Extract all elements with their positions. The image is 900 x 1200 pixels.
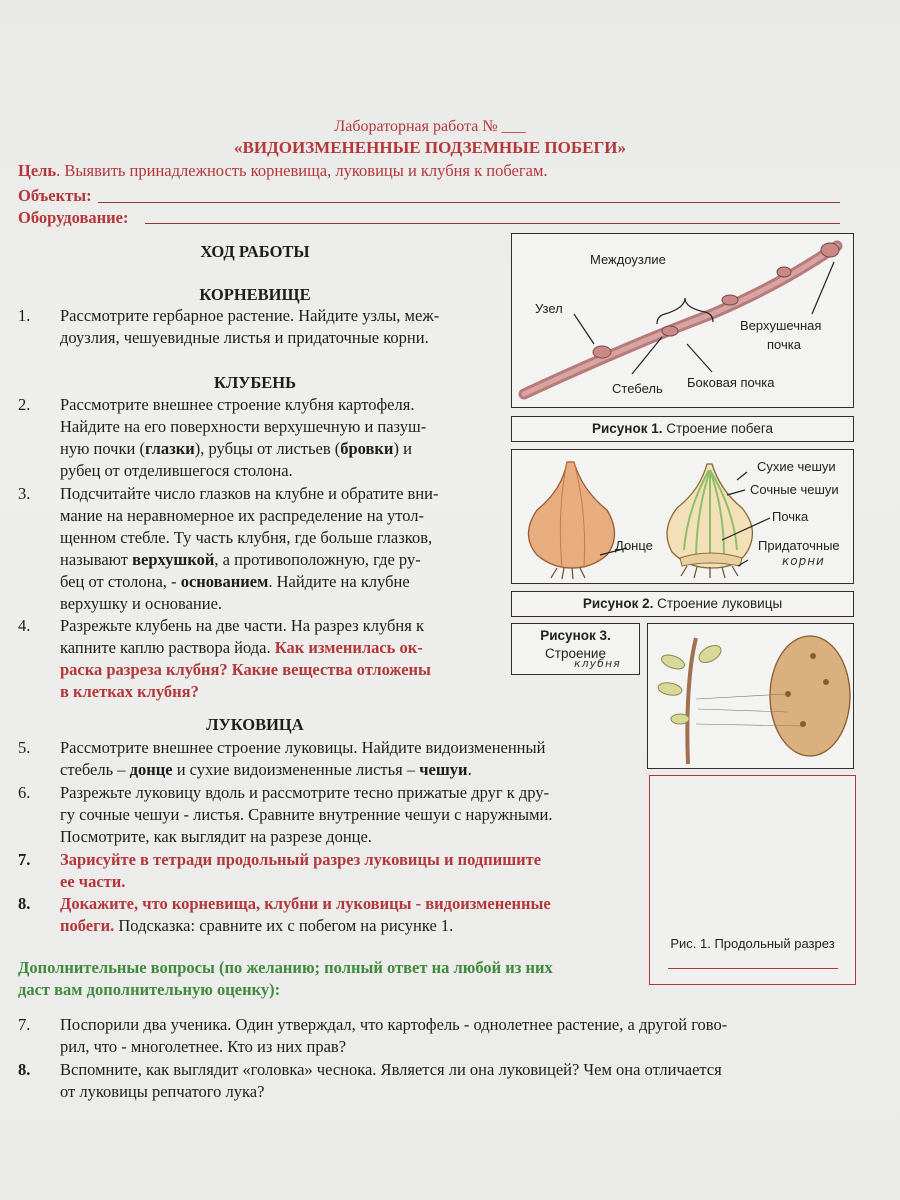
- extra-heading-line-1: Дополнительные вопросы (по желанию; полный ответ на любой из них: [18, 958, 553, 977]
- step-5-number: 5.: [18, 738, 31, 757]
- adventitious-label: Придаточные: [758, 538, 840, 553]
- figure-2-bulb-diagram: [511, 449, 854, 584]
- goal-label: Цель: [18, 161, 57, 180]
- step-1-line-1: Рассмотрите гербарное растение. Найдите узлы, меж-: [60, 306, 440, 325]
- step-2-line-4: рубец от отделившегося столона.: [60, 461, 293, 480]
- drawing-area[interactable]: [649, 775, 856, 985]
- figure-3-caption: Строение: [545, 646, 606, 661]
- objects-label: Объекты:: [18, 186, 92, 205]
- question-8-number: 8.: [18, 1060, 31, 1079]
- step-4-line-4: в клетках клубня?: [60, 682, 199, 701]
- tuber-handwritten: клубня: [574, 657, 621, 670]
- step-3-line-5: бец от столона, - основанием. Найдите на клубне: [60, 572, 410, 591]
- step-5-line-2: стебель – донце и сухие видоизмененные листья – чешуи.: [60, 760, 472, 779]
- internode-label: Междоузлие: [590, 252, 666, 267]
- roots-handwritten: корни: [782, 554, 825, 568]
- step-6-line-1: Разрежьте луковицу вдоль и рассмотрите тесно прижатые друг к дру-: [60, 783, 550, 802]
- figure-3-caption-box: [511, 623, 640, 675]
- question-8-line-1: Вспомните, как выглядит «головка» чеснока. Является ли она луковицей? Чем она отличается: [60, 1060, 722, 1079]
- lateral-bud: [722, 295, 738, 305]
- bud-label: Почка: [772, 509, 809, 524]
- step-6-line-3: Посмотрите, как выглядит на разрезе донце.: [60, 827, 372, 846]
- dry-scales-label: Сухие чешуи: [757, 459, 836, 474]
- step-8-number: 8.: [18, 894, 31, 913]
- step-3-line-3: щенном стебле. Ту часть клубня, где больше глазков,: [60, 528, 433, 547]
- figure-3-caption-bold: Рисунок 3.: [540, 628, 611, 643]
- goal-text: . Выявить принадлежность корневища, луковицы и клубня к побегам.: [56, 161, 548, 180]
- goal-line: [18, 161, 548, 181]
- lateral-bud: [777, 267, 791, 277]
- step-8-line-1: Докажите, что корневища, клубни и луковицы - видоизмененные: [60, 894, 551, 913]
- step-3-line-1: Подсчитайте число глазков на клубне и обратите вни-: [60, 484, 439, 503]
- tuber: [770, 636, 850, 756]
- drawing-caption: Рис. 1. Продольный разрез: [670, 936, 835, 951]
- step-1-number: 1.: [18, 306, 31, 325]
- step-3-line-4: называют верхушкой, а противоположную, где ру-: [60, 550, 421, 569]
- step-3-number: 3.: [18, 484, 31, 503]
- step-5-line-1: Рассмотрите внешнее строение луковицы. Найдите видоизмененный: [60, 738, 546, 757]
- lab-title: Лабораторная работа № ___: [334, 118, 526, 135]
- step-7-number: 7.: [18, 850, 31, 869]
- rhizome-heading: КОРНЕВИЩЕ: [199, 285, 311, 304]
- figure-2-caption-box: [511, 591, 854, 617]
- extra-heading-line-2: даст вам дополнительную оценку):: [18, 980, 281, 999]
- step-2-line-3: ную почки (глазки), рубцы от листьев (бровки) и: [60, 439, 412, 458]
- step-3-line-2: мание на неравномерное их распределение на утол-: [60, 506, 425, 525]
- step-1-line-2: доузлия, чешуевидные листья и придаточные корни.: [60, 328, 429, 347]
- basal-plate-label: Донце: [615, 538, 653, 553]
- step-8-line-2: побеги. Подсказка: сравните их с побегом на рисунке 1.: [60, 916, 454, 935]
- figure-1-caption: Рисунок 1. Строение побега: [591, 421, 773, 436]
- step-7-line-1: Зарисуйте в тетради продольный разрез луковицы и подпишите: [60, 850, 542, 869]
- whole-bulb: [529, 462, 615, 568]
- apical-bud-label: Верхушечная: [740, 318, 822, 333]
- progress-heading: ХОД РАБОТЫ: [200, 242, 310, 261]
- step-2-number: 2.: [18, 395, 31, 414]
- drawing-caption-line: [668, 968, 838, 969]
- apical-bud: [821, 243, 839, 257]
- stem-label: Стебель: [612, 381, 663, 396]
- question-7-number: 7.: [18, 1015, 31, 1034]
- step-3-line-6: верхушку и основание.: [60, 594, 223, 613]
- equipment-label: Оборудование:: [18, 208, 129, 227]
- bulb-heading: ЛУКОВИЦА: [206, 715, 304, 734]
- question-7-line-2: рил, что - многолетнее. Кто из них прав?: [60, 1037, 347, 1056]
- node-bud: [593, 346, 611, 358]
- equipment-blank-line: [145, 223, 840, 224]
- figure-2-caption: Рисунок 2. Строение луковицы: [582, 596, 783, 611]
- figure-3-tuber-diagram: [647, 623, 854, 769]
- step-4-line-2: капните каплю раствора йода. Как изменилась ок-: [60, 638, 423, 657]
- step-4-line-1: Разрежьте клубень на две части. На разрез клубня к: [60, 616, 424, 635]
- figure-1-caption-box: [511, 416, 854, 442]
- step-2-line-1: Рассмотрите внешнее строение клубня картофеля.: [60, 395, 415, 414]
- lab-subtitle: «ВИДОИЗМЕНЕННЫЕ ПОДЗЕМНЫЕ ПОБЕГИ»: [234, 138, 626, 157]
- node-label: Узел: [535, 301, 563, 316]
- apical-bud-label-2: почка: [767, 337, 801, 352]
- step-2-line-2: Найдите на его поверхности верхушечную и пазуш-: [60, 417, 427, 436]
- step-6-line-2: гу сочные чешуи - листья. Сравните внутренние чешуи с наружными.: [60, 805, 553, 824]
- juicy-scales-label: Сочные чешуи: [750, 482, 839, 497]
- lateral-bud: [662, 326, 678, 336]
- step-6-number: 6.: [18, 783, 31, 802]
- lateral-bud-label: Боковая почка: [687, 375, 775, 390]
- step-4-line-3: раска разреза клубня? Какие вещества отложены: [60, 660, 431, 679]
- question-8-line-2: от луковицы репчатого лука?: [60, 1082, 265, 1101]
- step-4-number: 4.: [18, 616, 31, 635]
- question-7-line-1: Поспорили два ученика. Один утверждал, что картофель - однолетнее растение, а другой гово-: [60, 1015, 728, 1034]
- figure-1-shoot-diagram: [511, 233, 854, 408]
- objects-blank-line: [98, 202, 840, 203]
- step-7-line-2: ее части.: [60, 872, 126, 891]
- tuber-illustration: [648, 624, 853, 768]
- tuber-heading: КЛУБЕНЬ: [213, 373, 297, 392]
